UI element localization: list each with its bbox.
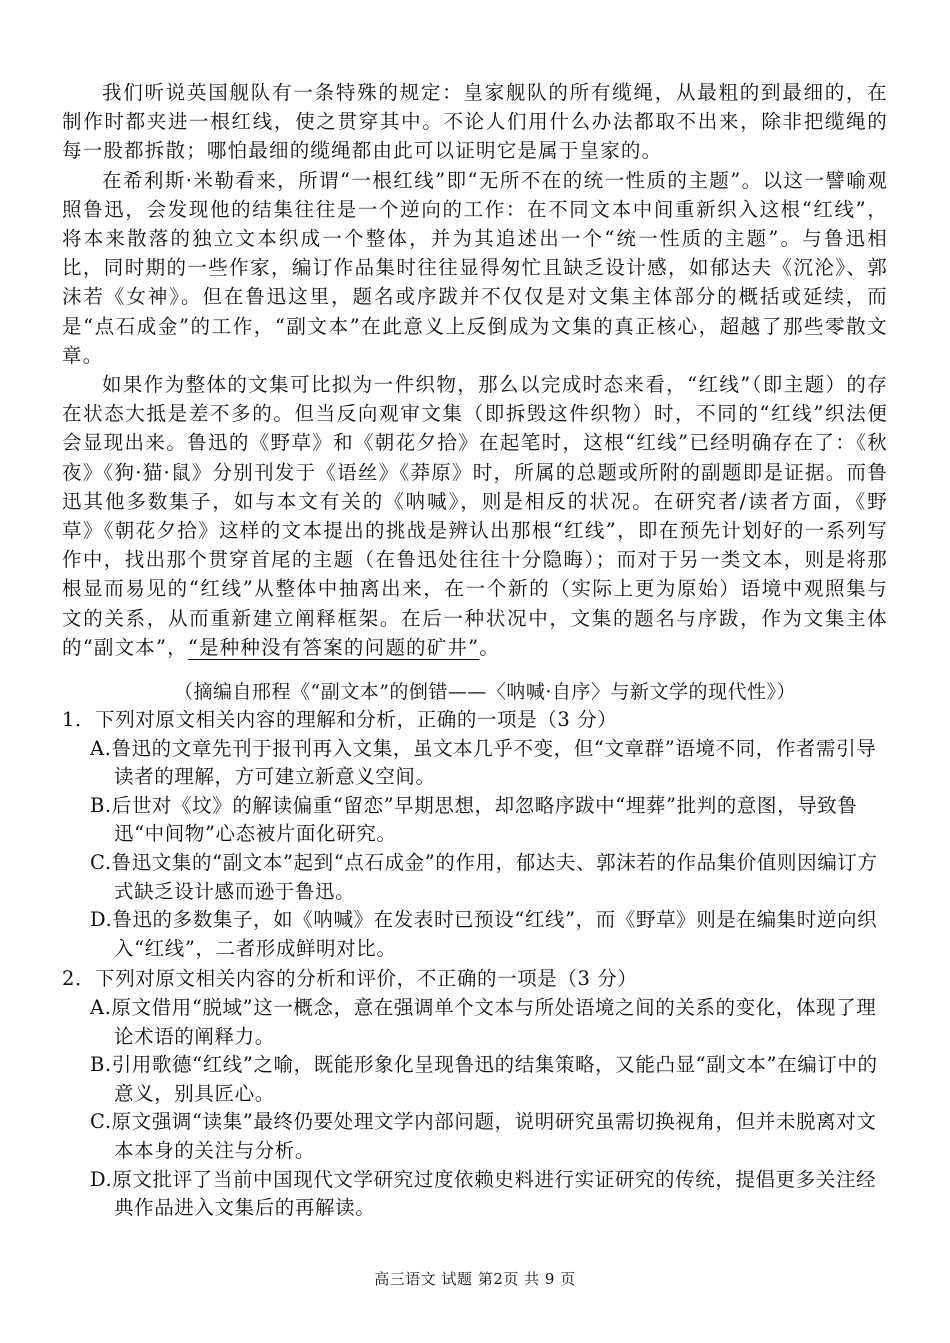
question-list [62, 706, 888, 1223]
reading-passage [62, 78, 888, 662]
passage-paragraph-3 [62, 370, 888, 662]
page-footer: 高三语文 试题 第2页 共 9 页 [374, 1270, 576, 1288]
question-1-option-d: D.鲁迅的多数集子，如《呐喊》在发表时已预设“红线”，而《野草》则是在编集时逆向织入“红线”，二者形成鲜明对比。 [90, 908, 878, 960]
question-2-stem: 2．下列对原文相关内容的分析和评价，不正确的一项是（3 分） [62, 967, 638, 991]
question-2-option-d: D.原文批评了当前中国现代文学研究过度依赖史料进行实证研究的传统，提倡更多关注经典作品进入文集后的再解读。 [90, 1167, 877, 1220]
question-2-option-a: A.原文借用“脱域”这一概念，意在强调单个文本与所处语境之间的关系的变化，体现了理论术语的阐释力。 [90, 995, 877, 1048]
question-1-option-b: B.后世对《坟》的解读偏重“留恋”早期思想，却忽略序跋中“埋葬”批判的意图，导致鲁迅“中间物”心态被片面化研究。 [90, 793, 858, 846]
passage-paragraph-3-text: 如果作为整体的文集可比拟为一件织物，那么以完成时态来看，“红线”（即主题）的存在状态大抵是差不多的。但当反向观审文集（即拆毁这件织物）时，不同的“红线”织法便会显现出来。鲁迅的《野草》和《朝花夕拾》在起笔时，这根“红线”已经明确存在了：《秋夜》《狗·猫·鼠》分别刊发于《语丝》《莽原》时，所属的总题或所附的副题即是证据。而鲁迅其他多数集子，如与本文有关的《呐喊》，则是相反的状况。在研究者/读者方面，《野草》《朝花夕拾》这样的文本提出的挑战是辨认出那根“红线”，即在预先计划好的一系列写作中，找出那个贯穿首尾的主题（在鲁迅处往往十分隐晦）；而对于另一类文本，则是将那根显而易见的“红线”从整体中抽离出来，在一个新的（实际上更为原始）语境中观照集与文的关系，从而重新建立阐释框架。在后一种状况中，文集的题名与序跋，作为文集主体的“副文本”， [62, 373, 888, 659]
passage-paragraph-1: 我们听说英国舰队有一条特殊的规定：皇家舰队的所有缆绳，从最粗的到最细的，在制作时都夹进一根红线，使之贯穿其中。不论人们用什么办法都取不出来，除非把缆绳的每一股都拆散；哪怕最细的缆绳都由此可以证明它是属于皇家的。 [62, 81, 888, 163]
underlined-quote: “是种种没有答案的问题的矿井” [187, 635, 480, 659]
passage-paragraph-2: 在希利斯·米勒看来，所谓“一根红线”即“无所不在的统一性质的主题”。以这一譬喻观照鲁迅，会发现他的结集往往是一个逆向的工作：在不同文本中间重新织入这根“红线”，将本来散落的独立文本织成一个整体，并为其追述出一个“统一性质的主题”。与鲁迅相比，同时期的一些作家，编订作品集时往往显得匆忙且缺乏设计感，如郁达夫《沉沦》、郭沫若《女神》。但在鲁迅这里，题名或序跋并不仅仅是对文集主体部分的概括或延续，而是“点石成金”的工作，“副文本”在此意义上反倒成为文集的真正核心，超越了那些零散文章。 [62, 168, 888, 367]
question-2 [62, 965, 888, 1222]
passage-paragraph-3-end: 。 [479, 635, 500, 659]
question-1 [62, 706, 888, 963]
source-citation: （摘编自邢程《“副文本”的倒错——〈呐喊·自序〉与新文学的现代性》） [174, 681, 796, 703]
question-1-option-a: A.鲁迅的文章先刊于报刊再入文集，虽文本几乎不变，但“文章群”语境不同，作者需引导读者的理解，方可建立新意义空间。 [90, 736, 877, 789]
question-2-option-b: B.引用歌德“红线”之喻，既能形象化呈现鲁迅的结集策略，又能凸显“副文本”在编订中的意义，别具匠心。 [90, 1053, 878, 1105]
question-2-option-c: C.原文强调“读集”最终仍要处理文学内部问题，说明研究虽需切换视角，但并未脱离对文本本身的关注与分析。 [90, 1110, 877, 1162]
question-1-option-c: C.鲁迅文集的“副文本”起到“点石成金”的作用，郁达夫、郭沫若的作品集价值则因编订方式缺乏设计感而逊于鲁迅。 [90, 850, 878, 903]
question-1-stem: 1．下列对原文相关内容的理解和分析，正确的一项是（3 分） [62, 708, 618, 731]
